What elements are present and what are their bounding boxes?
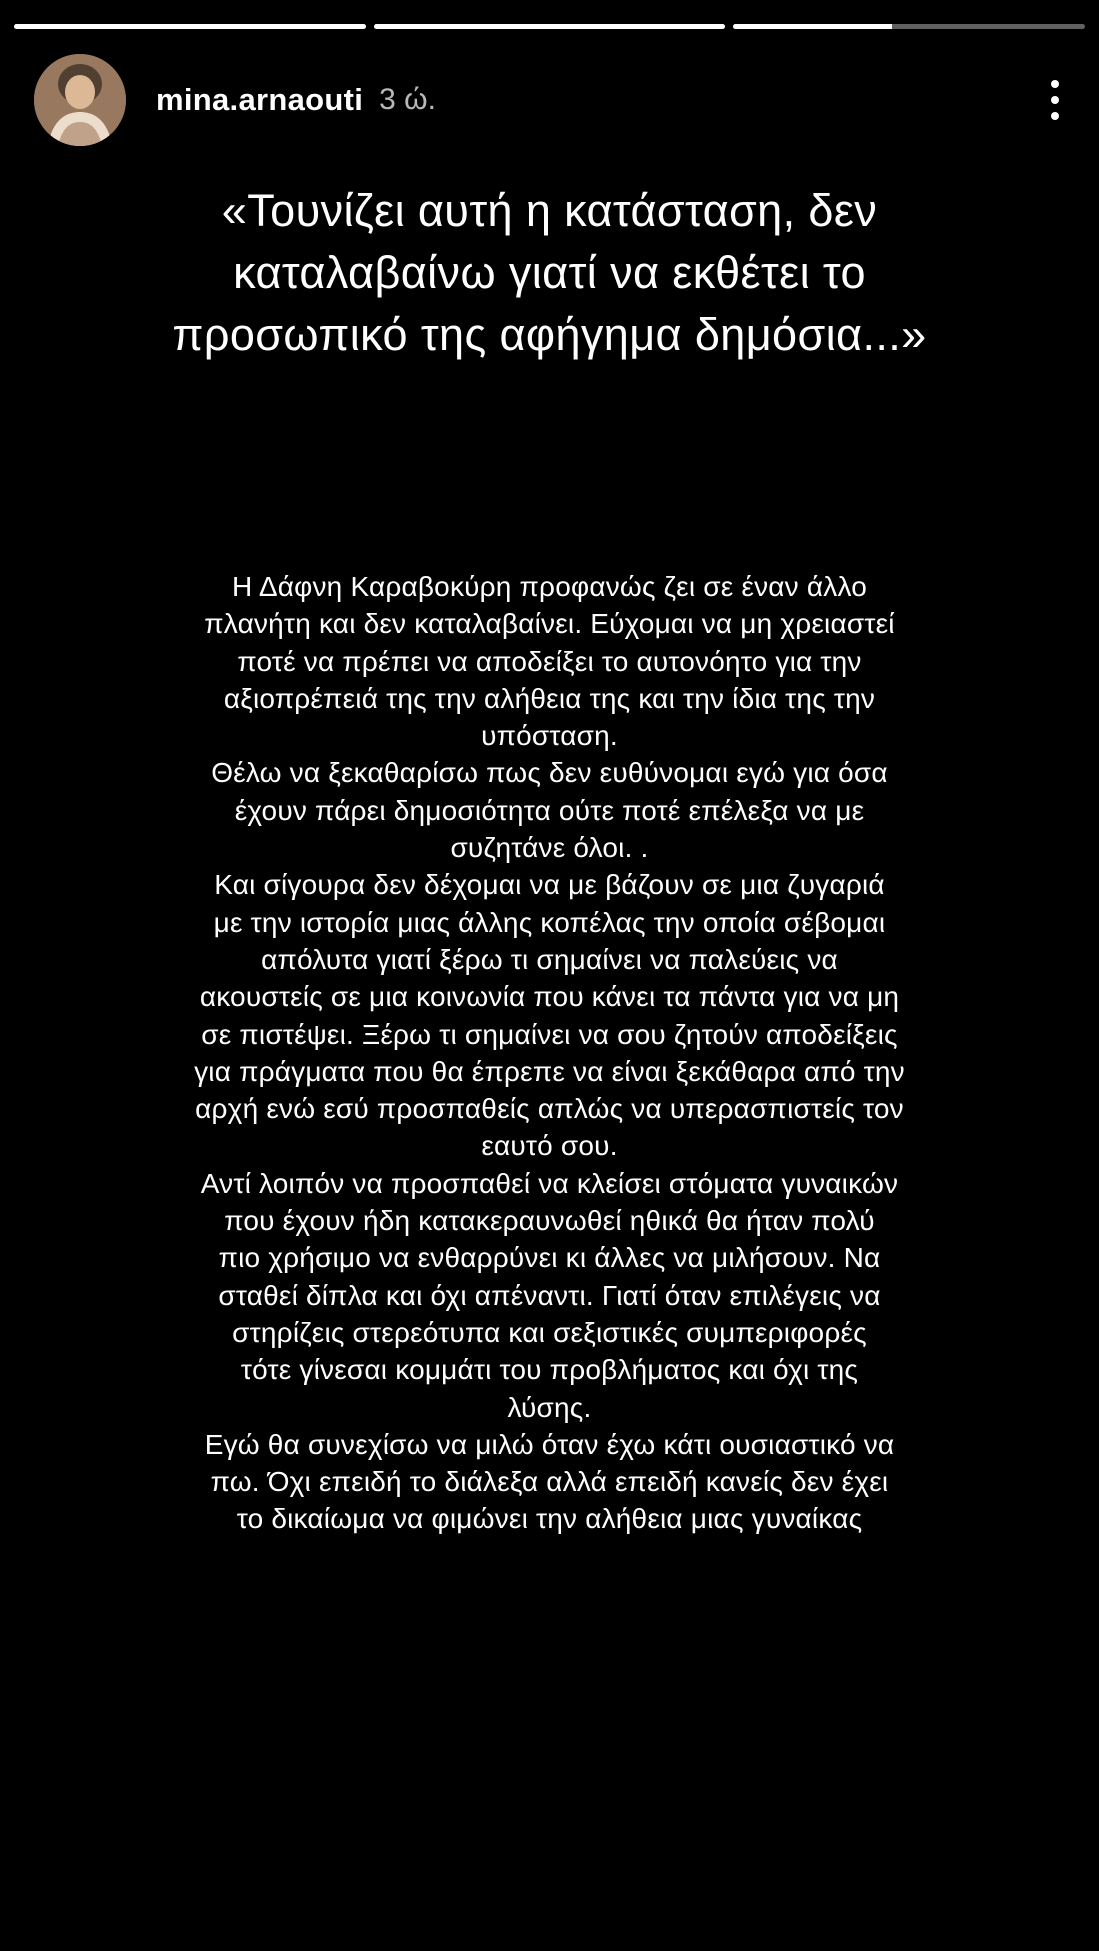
statement-line: σταθεί δίπλα και όχι απέναντι. Γιατί όταν επιλέγεις να: [218, 1279, 881, 1311]
avatar[interactable]: [34, 54, 126, 146]
story-headline: [40, 180, 1059, 366]
statement-line: αξιοπρέπειά της την αλήθεια της και την ίδια της την: [223, 682, 876, 714]
headline-line: «Τουνίζει αυτή η κατάσταση, δεν: [221, 185, 878, 236]
statement-line: λύσης.: [507, 1391, 592, 1423]
statement-line: πω. Όχι επειδή το διάλεξα αλλά επειδή κανείς δεν έχει: [210, 1466, 889, 1498]
progress-fill: [733, 24, 891, 29]
statement-line: εαυτό σου.: [481, 1130, 618, 1162]
statement-line: σε πιστέψει. Ξέρω τι σημαίνει να σου ζητούν αποδείξεις: [201, 1018, 898, 1050]
statement-line: Θέλω να ξεκαθαρίσω πως δεν ευθύνομαι εγώ για όσα: [211, 757, 888, 789]
statement-line: Εγώ θα συνεχίσω να μιλώ όταν έχω κάτι ουσιαστικό να: [204, 1428, 895, 1460]
statement-line: πιο χρήσιμο να ενθαρρύνει κι άλλες να μιλήσουν. Να: [218, 1242, 881, 1274]
avatar-photo: [34, 54, 126, 146]
statement-line: πλανήτη και δεν καταλαβαίνει. Εύχομαι να μη χρειαστεί: [204, 608, 895, 640]
statement-line: στηρίζεις στερεότυπα και σεξιστικές συμπεριφορές: [232, 1316, 867, 1348]
progress-fill: [14, 24, 366, 29]
timestamp: 3 ώ.: [379, 83, 436, 116]
statement-line: που έχουν ήδη κατακεραυνωθεί ηθικά θα ήταν πολύ: [224, 1205, 875, 1237]
statement-line: ακουστείς σε μια κοινωνία που κάνει τα πάντα για να μη: [199, 981, 900, 1013]
progress-segment: [733, 24, 1085, 29]
statement-line: για πράγματα που θα έπρεπε να είναι ξεκάθαρα από την: [194, 1055, 905, 1087]
statement-line: το δικαίωμα να φιμώνει την αλήθεια μιας γυναίκας: [236, 1503, 863, 1535]
story-header: [34, 52, 1075, 148]
progress-fill: [374, 24, 726, 29]
statement-line: ποτέ να πρέπει να αποδείξει το αυτονόητο για την: [237, 645, 862, 677]
menu-dot: [1051, 112, 1059, 120]
menu-dot: [1051, 80, 1059, 88]
progress-segment: [374, 24, 726, 29]
headline-line: προσωπικό της αφήγημα δημόσια...»: [172, 309, 927, 360]
statement-line: Και σίγουρα δεν δέχομαι να με βάζουν σε μια ζυγαριά: [214, 869, 885, 901]
statement-line: αρχή ενώ εσύ προσπαθείς απλώς να υπερασπιστείς τον: [195, 1093, 904, 1125]
statement-line: έχουν πάρει δημοσιότητα ούτε ποτέ επέλεξα να με: [234, 794, 865, 826]
story-progress: [14, 24, 1085, 29]
statement-line: Αντί λοιπόν να προσπαθεί να κλείσει στόματα γυναικών: [200, 1167, 899, 1199]
story-statement: [60, 568, 1039, 1538]
menu-dot: [1051, 96, 1059, 104]
statement-line: Η Δάφνη Καραβοκύρη προφανώς ζει σε έναν άλλο: [231, 571, 867, 602]
progress-segment: [14, 24, 366, 29]
headline-line: καταλαβαίνω γιατί να εκθέτει το: [233, 247, 866, 298]
statement-line: με την ιστορία μιας άλλης κοπέλας την οποία σέβομαι: [213, 906, 886, 938]
more-vertical-icon[interactable]: [1035, 70, 1075, 130]
statement-line: απόλυτα γιατί ξέρω τι σημαίνει να παλεύεις να: [261, 943, 838, 975]
statement-line: υπόσταση.: [481, 720, 618, 752]
statement-line: τότε γίνεσαι κομμάτι του προβλήματος και όχι της: [240, 1354, 859, 1386]
statement-line: συζητάνε όλοι. .: [450, 832, 649, 864]
username[interactable]: mina.arnaouti: [156, 82, 364, 117]
